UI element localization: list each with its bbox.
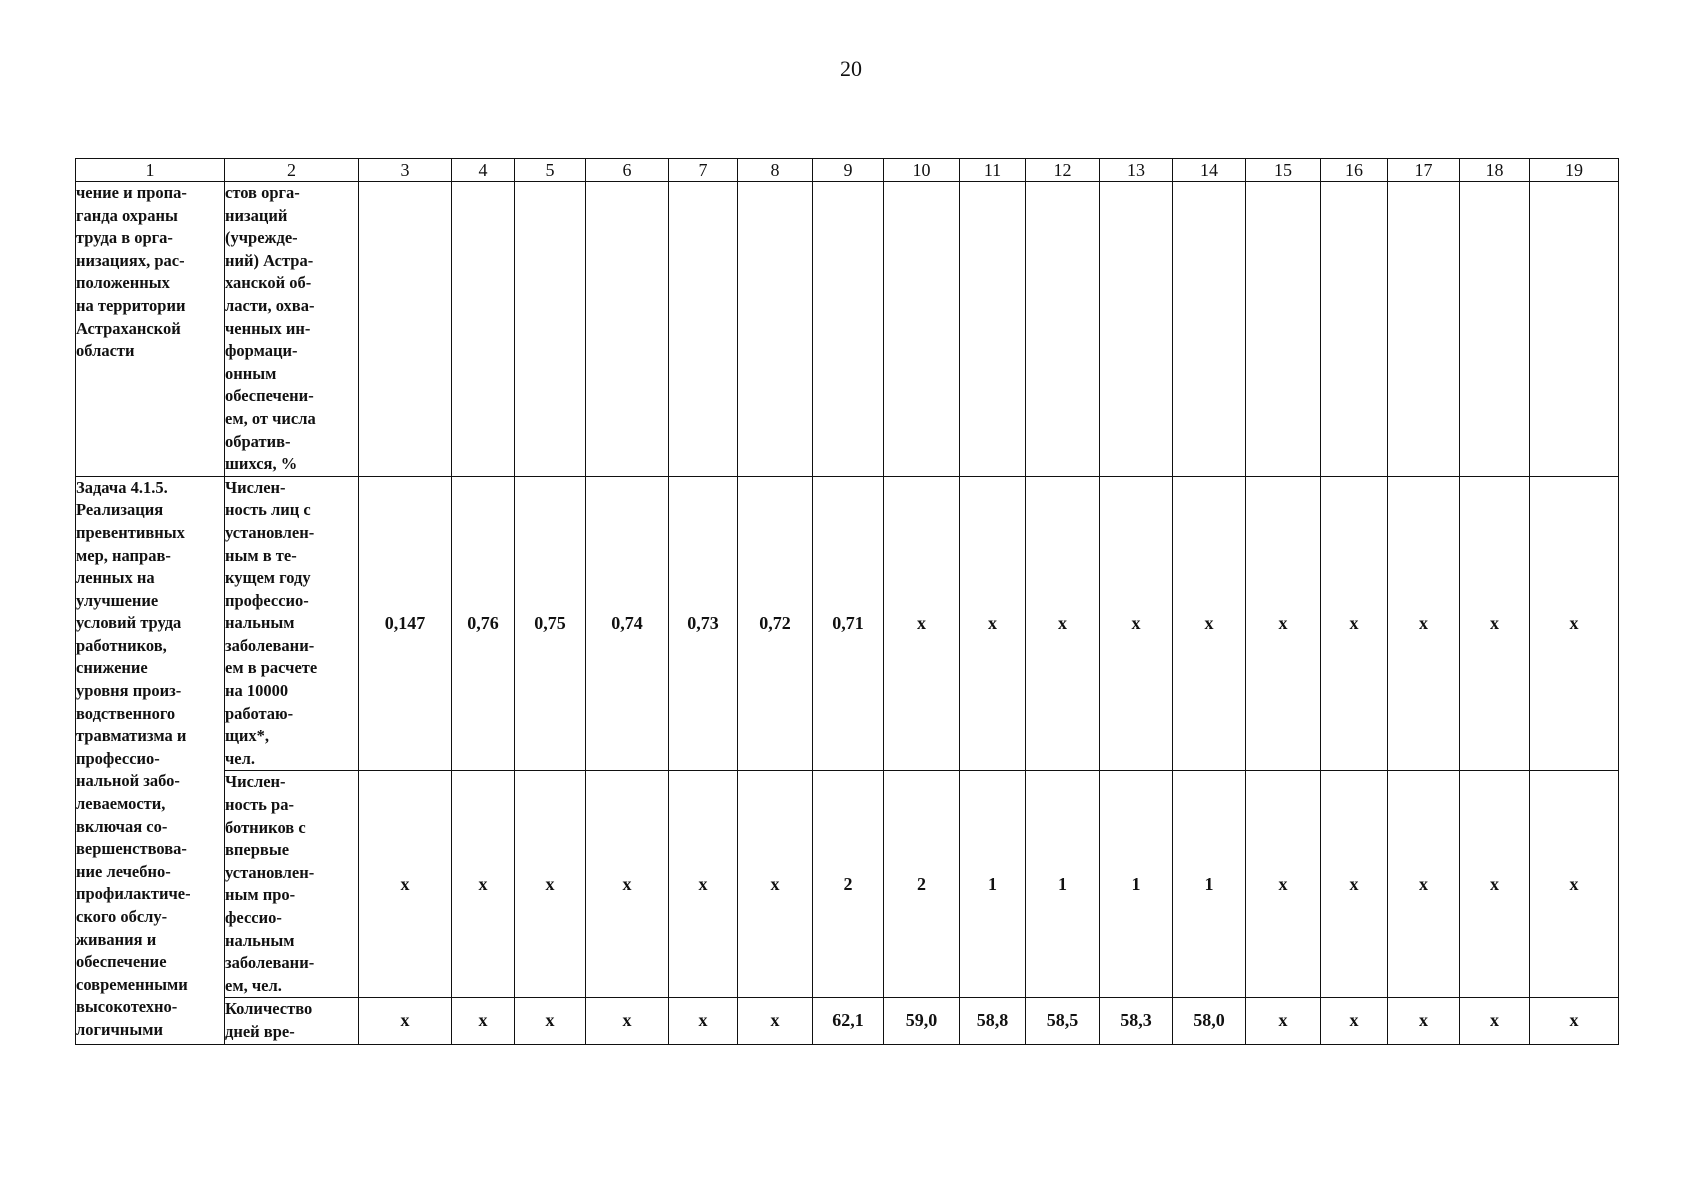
- text-line: стов орга-: [225, 183, 300, 202]
- column-header-3: 3: [359, 159, 452, 182]
- text-line: леваемости,: [76, 794, 166, 814]
- value-cell-col-6: 0,74: [586, 476, 669, 771]
- indicator-cell: [225, 182, 359, 477]
- text-line: дней вре-: [225, 1021, 295, 1041]
- text-line: низациях, рас-: [76, 250, 185, 270]
- text-line: условий труда: [76, 613, 182, 633]
- column-header-10: 10: [884, 159, 960, 182]
- value-cell-col-19: x: [1530, 771, 1619, 998]
- text-line: улучшение: [76, 590, 159, 610]
- text-line: логичными: [76, 1019, 163, 1039]
- value-cell-col-8: x: [738, 998, 813, 1044]
- value-cell-col-7: 0,73: [669, 476, 738, 771]
- value-cell-col-12: [1026, 182, 1100, 477]
- text-line: водственного: [76, 703, 176, 723]
- value-cell-col-9: 0,71: [813, 476, 884, 771]
- text-line: ным про-: [225, 885, 296, 905]
- text-line: ным в те-: [225, 545, 297, 565]
- value-cell-col-17: [1388, 182, 1460, 477]
- column-header-15: 15: [1246, 159, 1321, 182]
- column-header-19: 19: [1530, 159, 1619, 182]
- text-line: Реализация: [76, 500, 164, 520]
- text-line: положенных: [76, 273, 170, 293]
- value-cell-col-3: [359, 182, 452, 477]
- value-cell-col-5: x: [515, 998, 586, 1044]
- text-line: профессио-: [225, 590, 309, 610]
- value-cell-col-16: x: [1321, 771, 1388, 998]
- value-cell-col-10: 2: [884, 771, 960, 998]
- indicator-cell: [225, 998, 359, 1044]
- column-header-6: 6: [586, 159, 669, 182]
- value-cell-col-18: x: [1460, 771, 1530, 998]
- value-cell-col-14: [1173, 182, 1246, 477]
- value-cell-col-14: 58,0: [1173, 998, 1246, 1044]
- text-line: впервые: [225, 840, 290, 860]
- value-cell-col-15: x: [1246, 998, 1321, 1044]
- text-line: труда в орга-: [76, 228, 173, 248]
- value-cell-col-6: x: [586, 998, 669, 1044]
- value-cell-col-19: [1530, 182, 1619, 477]
- column-header-18: 18: [1460, 159, 1530, 182]
- value-cell-col-13: 1: [1100, 771, 1173, 998]
- value-cell-col-13: [1100, 182, 1173, 477]
- task-cell: [76, 476, 225, 1044]
- text-line: на 10000: [225, 681, 289, 701]
- text-line: обеспечени-: [225, 386, 314, 406]
- task-cell: [76, 182, 225, 477]
- value-cell-col-4: [452, 182, 515, 477]
- indicator-cell: [225, 476, 359, 771]
- text-line: ханской об-: [225, 273, 312, 293]
- text-line: ние лечебно-: [76, 861, 171, 881]
- value-cell-col-17: x: [1388, 998, 1460, 1044]
- column-header-17: 17: [1388, 159, 1460, 182]
- text-line: ем в расчете: [225, 658, 318, 678]
- text-line: онным: [225, 363, 277, 383]
- value-cell-col-4: 0,76: [452, 476, 515, 771]
- text-line: нальным: [225, 613, 295, 633]
- indicators-table: [75, 158, 1619, 1045]
- text-line: низаций: [225, 205, 288, 225]
- text-line: превентивных: [76, 522, 185, 542]
- text-line: современными: [76, 974, 188, 994]
- value-cell-col-14: x: [1173, 476, 1246, 771]
- table-row: [76, 476, 1619, 771]
- text-line: ченных ин-: [225, 318, 311, 338]
- text-line: травматизма и: [76, 726, 187, 746]
- value-cell-col-19: x: [1530, 476, 1619, 771]
- value-cell-col-5: 0,75: [515, 476, 586, 771]
- value-cell-col-13: 58,3: [1100, 998, 1173, 1044]
- text-line: ленных на: [76, 568, 155, 588]
- value-cell-col-10: x: [884, 476, 960, 771]
- text-line: (учрежде-: [225, 228, 298, 248]
- text-line: на территории: [76, 295, 186, 315]
- column-header-7: 7: [669, 159, 738, 182]
- text-line: ботников с: [225, 817, 306, 837]
- column-header-5: 5: [515, 159, 586, 182]
- value-cell-col-3: x: [359, 771, 452, 998]
- value-cell-col-10: 59,0: [884, 998, 960, 1044]
- value-cell-col-6: [586, 182, 669, 477]
- column-header-4: 4: [452, 159, 515, 182]
- value-cell-col-19: x: [1530, 998, 1619, 1044]
- column-header-9: 9: [813, 159, 884, 182]
- value-cell-col-13: x: [1100, 476, 1173, 771]
- column-header-2: 2: [225, 159, 359, 182]
- value-cell-col-16: x: [1321, 998, 1388, 1044]
- text-line: ний) Астра-: [225, 250, 314, 270]
- value-cell-col-4: x: [452, 771, 515, 998]
- value-cell-col-11: 58,8: [960, 998, 1026, 1044]
- text-line: чение и пропа-: [76, 183, 187, 202]
- value-cell-col-8: 0,72: [738, 476, 813, 771]
- value-cell-col-9: 2: [813, 771, 884, 998]
- text-line: ласти, охва-: [225, 295, 315, 315]
- value-cell-col-12: 58,5: [1026, 998, 1100, 1044]
- text-line: Числен-: [225, 772, 286, 792]
- value-cell-col-7: [669, 182, 738, 477]
- value-cell-col-15: [1246, 182, 1321, 477]
- value-cell-col-11: [960, 182, 1026, 477]
- value-cell-col-7: x: [669, 998, 738, 1044]
- value-cell-col-6: x: [586, 771, 669, 998]
- text-line: профессио-: [76, 748, 160, 768]
- text-line: шихся, %: [225, 454, 298, 474]
- value-cell-col-9: [813, 182, 884, 477]
- value-cell-col-4: x: [452, 998, 515, 1044]
- column-header-13: 13: [1100, 159, 1173, 182]
- text-line: нальным: [225, 930, 295, 950]
- value-cell-col-3: x: [359, 998, 452, 1044]
- text-line: Задача 4.1.5.: [76, 477, 168, 497]
- value-cell-col-8: [738, 182, 813, 477]
- column-header-1: 1: [76, 159, 225, 182]
- text-line: ганда охраны: [76, 205, 178, 225]
- value-cell-col-15: x: [1246, 771, 1321, 998]
- table-row: [76, 998, 1619, 1044]
- text-line: формаци-: [225, 341, 298, 361]
- text-line: ность лиц с: [225, 500, 311, 520]
- text-line: уровня произ-: [76, 681, 182, 701]
- text-line: высокотехно-: [76, 997, 178, 1017]
- text-line: заболевани-: [225, 953, 315, 973]
- text-line: фессио-: [225, 908, 282, 927]
- text-line: области: [76, 341, 135, 361]
- column-header-14: 14: [1173, 159, 1246, 182]
- text-line: нальной забо-: [76, 771, 180, 791]
- value-cell-col-16: x: [1321, 476, 1388, 771]
- value-cell-col-7: x: [669, 771, 738, 998]
- text-line: Количество: [225, 999, 313, 1019]
- value-cell-col-18: x: [1460, 476, 1530, 771]
- value-cell-col-5: x: [515, 771, 586, 998]
- value-cell-col-8: x: [738, 771, 813, 998]
- value-cell-col-11: 1: [960, 771, 1026, 998]
- text-line: обратив-: [225, 431, 291, 451]
- value-cell-col-15: x: [1246, 476, 1321, 771]
- text-line: снижение: [76, 658, 148, 678]
- table-row: [76, 771, 1619, 998]
- text-line: щих*,: [225, 726, 270, 746]
- text-line: работаю-: [225, 703, 294, 723]
- column-header-12: 12: [1026, 159, 1100, 182]
- value-cell-col-17: x: [1388, 476, 1460, 771]
- column-header-8: 8: [738, 159, 813, 182]
- value-cell-col-5: [515, 182, 586, 477]
- text-line: Числен-: [225, 477, 286, 497]
- text-line: ем, чел.: [225, 975, 282, 995]
- text-line: ность ра-: [225, 795, 294, 815]
- text-line: живания и: [76, 929, 157, 949]
- column-header-16: 16: [1321, 159, 1388, 182]
- value-cell-col-18: [1460, 182, 1530, 477]
- value-cell-col-18: x: [1460, 998, 1530, 1044]
- table-row: [76, 182, 1619, 477]
- value-cell-col-11: x: [960, 476, 1026, 771]
- value-cell-col-12: x: [1026, 476, 1100, 771]
- text-line: ем, от числа: [225, 408, 316, 428]
- text-line: обеспечение: [76, 952, 167, 972]
- text-line: Астраханской: [76, 318, 181, 338]
- text-line: работников,: [76, 635, 167, 655]
- page-number: 20: [840, 56, 862, 81]
- value-cell-col-17: x: [1388, 771, 1460, 998]
- text-line: установлен-: [225, 522, 315, 542]
- text-line: ского обслу-: [76, 907, 168, 926]
- text-line: включая со-: [76, 816, 168, 836]
- indicator-cell: [225, 771, 359, 998]
- value-cell-col-9: 62,1: [813, 998, 884, 1044]
- text-line: профилактиче-: [76, 884, 191, 904]
- text-line: мер, направ-: [76, 545, 171, 565]
- value-cell-col-16: [1321, 182, 1388, 477]
- value-cell-col-14: 1: [1173, 771, 1246, 998]
- text-line: установлен-: [225, 862, 315, 882]
- value-cell-col-3: 0,147: [359, 476, 452, 771]
- value-cell-col-10: [884, 182, 960, 477]
- text-line: кущем году: [225, 568, 311, 588]
- header-row: [76, 159, 1619, 182]
- value-cell-col-12: 1: [1026, 771, 1100, 998]
- text-line: вершенствова-: [76, 839, 187, 859]
- text-line: чел.: [225, 748, 256, 768]
- column-header-11: 11: [960, 159, 1026, 182]
- text-line: заболевани-: [225, 635, 315, 655]
